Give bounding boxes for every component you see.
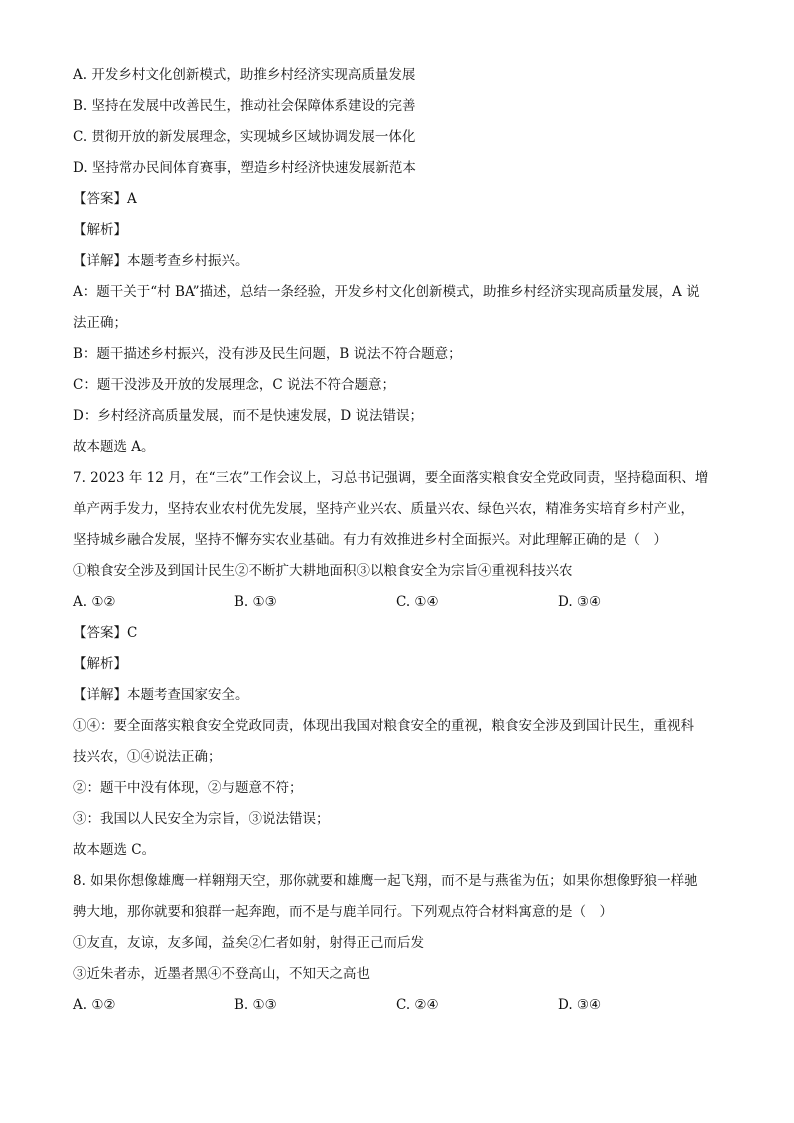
prev-detail-line: 故本题选 A。	[73, 439, 155, 455]
q8-stem-line: 骋大地，那你就要和狼群一起奔跑，而不是与鹿羊同行。下列观点符合材料寓意的是（ ）	[73, 904, 613, 920]
q7-analysis-title: 【解析】	[73, 656, 127, 672]
prev-option-c: C. 贯彻开放的新发展理念，实现城乡区域协调发展一体化	[73, 129, 416, 145]
q8-statements-line: ③近朱者赤，近墨者黑④不登高山，不知天之高也	[73, 966, 370, 982]
q8-option-c: C. ②④	[396, 997, 439, 1013]
q8-option-a: A. ①②	[73, 997, 116, 1013]
q7-detail-line: 故本题选 C。	[73, 842, 156, 858]
q7-stem-line: 单产两手发力，坚持农业农村优先发展，坚持产业兴农、质量兴农、绿色兴农，精准务实培育乡村产业，	[73, 501, 694, 517]
q7-stem-line: 坚持城乡融合发展，坚持不懈夯实农业基础。有力有效推进乡村全面振兴。对此理解正确的是（ ）	[73, 532, 667, 548]
prev-detail-line: 【详解】本题考查乡村振兴。	[73, 253, 249, 269]
q7-detail-line: ②：题干中没有体现，②与题意不符；	[73, 780, 303, 796]
prev-detail-line: 法正确；	[73, 315, 127, 331]
prev-option-b: B. 坚持在发展中改善民生，推动社会保障体系建设的完善	[73, 98, 416, 114]
q8-option-d: D. ③④	[558, 997, 602, 1013]
q7-options	[73, 592, 723, 612]
q7-statements: ①粮食安全涉及到国计民生②不断扩大耕地面积③以粮食安全为宗旨④重视科技兴农	[73, 563, 573, 579]
prev-option-a: A. 开发乡村文化创新模式，助推乡村经济实现高质量发展	[73, 67, 416, 83]
q8-statements-line: ①友直，友谅，友多闻，益矣②仁者如射，射得正己而后发	[73, 935, 424, 951]
prev-answer: 【答案】A	[73, 191, 137, 207]
q7-answer: 【答案】C	[73, 625, 138, 641]
q8-option-b: B. ①③	[234, 997, 277, 1013]
q7-option-a: A. ①②	[73, 594, 116, 610]
q7-option-b: B. ①③	[234, 594, 277, 610]
q7-option-c: C. ①④	[396, 594, 439, 610]
q7-detail-line: ①④：要全面落实粮食安全党政同责，体现出我国对粮食安全的重视，粮食安全涉及到国计民生，重视科	[73, 718, 694, 734]
q7-detail-line: 技兴农，①④说法正确；	[73, 749, 222, 765]
prev-analysis-title: 【解析】	[73, 222, 127, 238]
q8-stem-line: 8. 如果你想像雄鹰一样翱翔天空，那你就要和雄鹰一起飞翔，而不是与燕雀为伍；如果你想像野狼一样驰	[73, 873, 698, 889]
prev-detail-line: C：题干没涉及开放的发展理念，C 说法不符合题意；	[73, 377, 395, 393]
q8-options	[73, 995, 723, 1015]
prev-detail-line: D：乡村经济高质量发展，而不是快速发展，D 说法错误；	[73, 408, 423, 424]
q7-option-d: D. ③④	[558, 594, 602, 610]
prev-option-d: D. 坚持常办民间体育赛事，塑造乡村经济快速发展新范本	[73, 160, 416, 176]
prev-detail-line: A：题干关于“村 BA”描述，总结一条经验，开发乡村文化创新模式，助推乡村经济实现高质量发展，A 说	[73, 284, 700, 300]
q7-detail-line: ③：我国以人民安全为宗旨，③说法错误；	[73, 811, 330, 827]
q7-detail-line: 【详解】本题考查国家安全。	[73, 687, 249, 703]
prev-detail-line: B：题干描述乡村振兴，没有涉及民生问题，B 说法不符合题意；	[73, 346, 462, 362]
q7-stem-line: 7. 2023 年 12 月，在“三农”工作会议上，习总书记强调，要全面落实粮食安全党政同责，坚持稳面积、增	[73, 470, 709, 486]
